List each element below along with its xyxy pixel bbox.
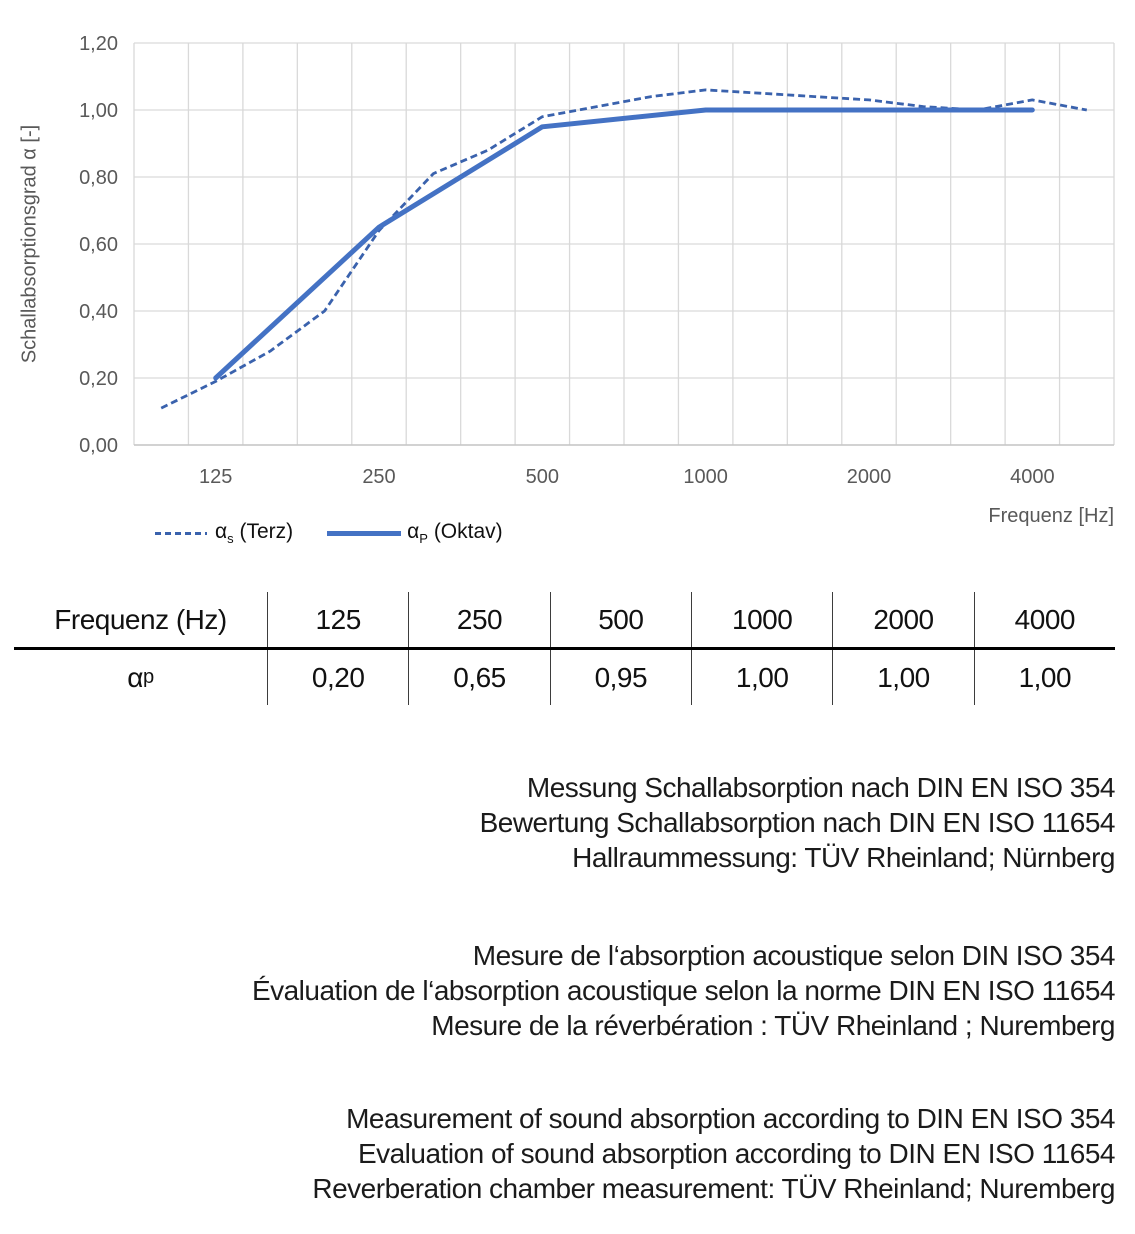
table-header-cell: 250 bbox=[408, 592, 549, 647]
table-header-cell: 4000 bbox=[974, 592, 1115, 647]
x-tick-label: 250 bbox=[362, 466, 396, 488]
table-header-row bbox=[14, 592, 1115, 647]
table-value-cell: 0,65 bbox=[408, 650, 549, 705]
table-value-row bbox=[14, 650, 1115, 705]
note-line: Hallraummessung: TÜV Rheinland; Nürnberg bbox=[572, 842, 1115, 873]
table-header-cell: 125 bbox=[267, 592, 408, 647]
table-header-cell: 2000 bbox=[832, 592, 973, 647]
table-row-label: α p bbox=[127, 661, 154, 693]
table-value-cell: 1,00 bbox=[691, 650, 832, 705]
legend-item-terz bbox=[155, 520, 293, 546]
y-tick-label: 0,40 bbox=[79, 301, 118, 323]
note-line: Evaluation of sound absorption according to DIN EN ISO 11654 bbox=[357, 1138, 1115, 1169]
x-tick-label: 4000 bbox=[1010, 466, 1055, 488]
notes-french bbox=[0, 938, 1115, 1043]
table-value-cell: 0,20 bbox=[267, 650, 408, 705]
absorption-chart bbox=[0, 0, 1135, 560]
table-value-cell: 1,00 bbox=[832, 650, 973, 705]
y-tick-label: 0,80 bbox=[79, 167, 118, 189]
table-value-cell: 0,95 bbox=[550, 650, 691, 705]
table-header-label: Frequenz (Hz) bbox=[54, 603, 227, 635]
notes-german bbox=[0, 770, 1115, 875]
legend-label-terz: $\alpha_s$ (Terz) bbox=[215, 519, 294, 547]
notes-english bbox=[0, 1101, 1115, 1206]
x-tick-label: 1000 bbox=[683, 466, 728, 488]
y-tick-label: 1,00 bbox=[79, 100, 118, 122]
note-line: Bewertung Schallabsorption nach DIN EN ISO 11654 bbox=[479, 807, 1115, 838]
legend-item-oktav bbox=[327, 520, 503, 546]
note-line: Évaluation de l‘absorption acoustique selon la norme DIN EN ISO 11654 bbox=[251, 975, 1115, 1006]
solid-line-swatch-icon bbox=[327, 531, 401, 536]
x-tick-label: 2000 bbox=[846, 466, 892, 488]
table-value-cell: 1,00 bbox=[974, 650, 1115, 705]
y-tick-label: 0,00 bbox=[79, 435, 118, 457]
note-line: Measurement of sound absorption according to DIN EN ISO 354 bbox=[346, 1103, 1115, 1134]
chart-plot-area bbox=[0, 0, 1135, 500]
absorption-table bbox=[14, 592, 1115, 705]
dashed-line-swatch-icon bbox=[155, 532, 207, 535]
legend-label-oktav: $\alpha_P$ (Oktav) bbox=[407, 519, 503, 547]
y-axis-title: Schallabsorptionsgrad α [-] bbox=[18, 124, 41, 364]
note-line: Messung Schallabsorption nach DIN EN ISO 354 bbox=[526, 772, 1115, 803]
x-tick-label: 500 bbox=[525, 466, 560, 488]
x-tick-label: 125 bbox=[198, 466, 233, 488]
note-line: Mesure de la réverbération : TÜV Rheinland ; Nuremberg bbox=[431, 1010, 1115, 1041]
y-tick-label: 0,60 bbox=[79, 234, 118, 256]
note-line: Reverberation chamber measurement: TÜV Rheinland; Nuremberg bbox=[312, 1173, 1115, 1204]
chart-legend bbox=[155, 516, 503, 550]
table-header-cell: 500 bbox=[550, 592, 691, 647]
y-tick-label: 0,20 bbox=[79, 368, 118, 390]
table-header-cell: 1000 bbox=[691, 592, 832, 647]
x-axis-title: Frequenz [Hz] bbox=[988, 505, 1114, 527]
note-line: Mesure de l‘absorption acoustique selon DIN ISO 354 bbox=[472, 940, 1115, 971]
y-tick-label: 1,20 bbox=[79, 33, 118, 55]
